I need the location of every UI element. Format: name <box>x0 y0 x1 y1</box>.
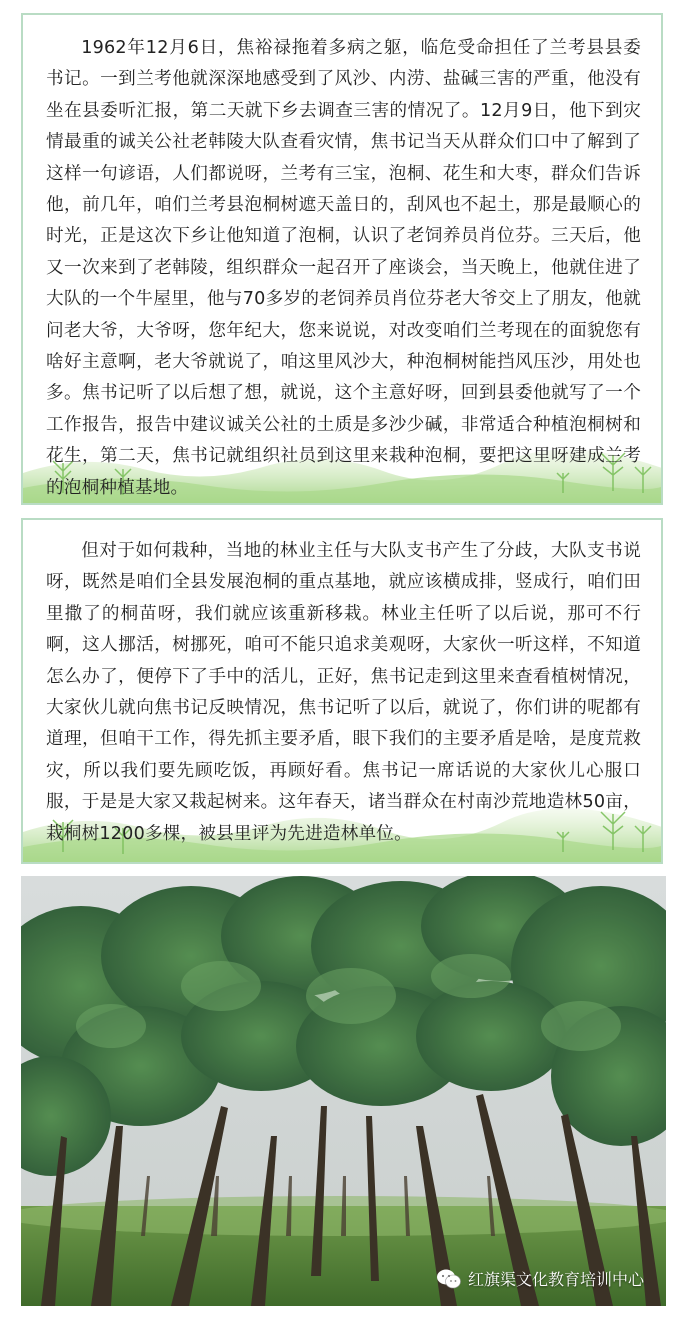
text-card-2 <box>21 518 663 864</box>
paulownia-forest-image <box>21 876 666 1306</box>
photo-watermark <box>436 1267 644 1290</box>
paragraph-2: 但对于如何栽种，当地的林业主任与大队支书产生了分歧，大队支书说呀，既然是咱们全县发展泡桐的重点基地，就应该横成排，竖成行，咱们田里撒了的桐苗呀，我们就应该重新移栽。林业主任听了以后说，那可不行啊，这人挪活，树挪死，咱可不能只追求美观呀，大家伙一听这样，不知道怎么办了，便停下了手中的活儿，正好，焦书记走到这里来查看植树情况，大家伙儿就向焦书记反映情况，焦书记听了以后，就说了，你们讲的呢都有道理，但咱干工作，得先抓主要矛盾，眼下我们的主要矛盾是啥，是度荒救灾，所以我们要先顾吃饭，再顾好看。焦书记一席话说的大家伙儿心服口服，于是是大家又栽起树来。这年春天，诸当群众在村南沙荒地造林50亩，栽桐树1200多棵，被县里评为先进造林单位。 <box>46 541 641 844</box>
text-card-1 <box>21 13 663 505</box>
watermark-text: 红旗渠文化教育培训中心 <box>467 1270 644 1289</box>
paragraph-1: 1962年12月6日，焦裕禄拖着多病之躯，临危受命担任了兰考县县委书记。一到兰考他就深深地感受到了风沙、内涝、盐碱三害的严重，他没有坐在县委听汇报，第二天就下乡去调查三害的情况了。12月9日，他下到灾情最重的诚关公社老韩陵大队查看灾情，焦书记当天从群众们口中了解到了这样一句谚语，人们都说呀，兰考有三宝，泡桐、花生和大枣，群众们告诉他，前几年，咱们兰考县泡桐树遮天盖日的，刮风也不起土，那是最顺心的时光，正是这次下乡让他知道了泡桐，认识了老饲养员肖位芬。三天后，他又一次来到了老韩陵，组织群众一起召开了座谈会，当天晚上，他就住进了大队的一个牛屋里，他与70多岁的老饲养员肖位芬老大爷交上了朋友，他就问老大爷，大爷呀，您年纪大，您来说说，对改变咱们兰考现在的面貌您有啥好主意啊，老大爷就说了，咱这里风沙大，种泡桐树能挡风压沙，用处也多。焦书记听了以后想了想，就说，这个主意好呀，回到县委他就写了一个工作报告，报告中建议诚关公社的土质是多沙少碱，非常适合种植泡桐树和花生，第二天，焦书记就组织社员到这里来栽种泡桐，要把这里呀建成兰考的泡桐种植基地。 <box>46 38 641 498</box>
wechat-icon <box>436 1268 462 1290</box>
forest-photo <box>21 876 666 1306</box>
